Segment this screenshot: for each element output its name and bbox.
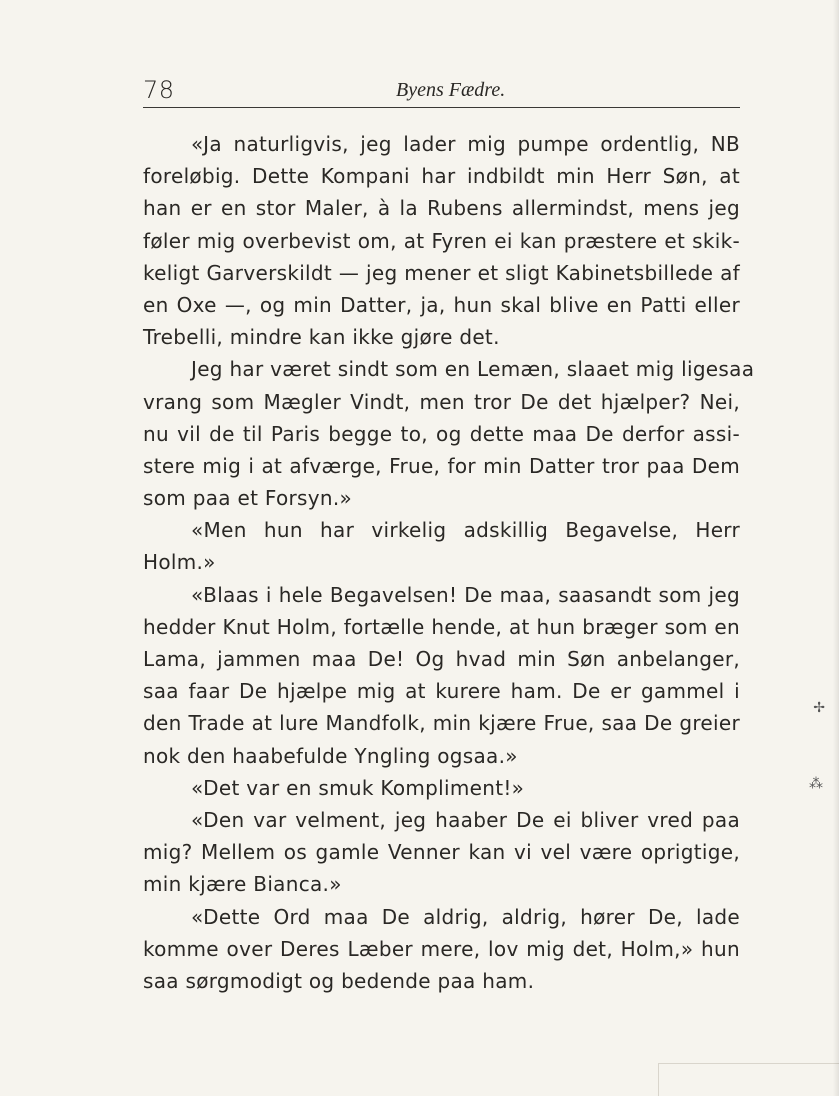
text-line: stere mig i at afværge, Frue, for min Datter tror paa Dem: [143, 453, 740, 478]
text-line: «Den var velment, jeg haaber De ei bliver vred paa: [191, 807, 740, 832]
margin-mark: ✢: [813, 700, 825, 716]
text-line: «Blaas i hele Begavelsen! De maa, saasandt som jeg: [191, 582, 740, 607]
text-line: den Trade at lure Mandfolk, min kjære Frue, saa De greier: [143, 711, 740, 736]
page-number: 78: [143, 76, 175, 104]
text-line: en Oxe —, og min Datter, ja, hun skal blive en Patti eller: [143, 292, 740, 317]
margin-mark: ⁂: [809, 776, 823, 792]
text-line: nu vil de til Paris begge to, og dette maa De derfor assi-: [143, 421, 740, 446]
text-line: keligt Garverskildt — jeg mener et sligt Kabinetsbillede af: [143, 260, 740, 285]
text-line: hedder Knut Holm, fortælle hende, at hun bræger som en: [143, 614, 740, 639]
page-header: [143, 76, 740, 108]
text-line: han er en stor Maler, à la Rubens allermindst, mens jeg: [143, 196, 740, 221]
page-edge-shadow: [833, 0, 839, 1096]
text-line: Holm.»: [143, 550, 216, 575]
running-title: Byens Fædre.: [396, 79, 506, 101]
text-line: foreløbig. Dette Kompani har indbildt min Herr Søn, at: [143, 164, 740, 189]
text-line: Lama, jammen maa De! Og hvad min Søn anbelanger,: [143, 647, 740, 671]
text-line: saa sørgmodigt og bedende paa ham.: [143, 968, 535, 993]
text-line: føler mig overbevist om, at Fyren ei kan præstere et skik-: [143, 228, 740, 253]
text-line: «Dette Ord maa De aldrig, aldrig, hører De, lade: [191, 904, 740, 929]
text-line: «Ja naturligvis, jeg lader mig pumpe ordentlig, NB: [191, 132, 740, 156]
text-line: «Men hun har virkelig adskillig Begavelse, Herr: [191, 518, 740, 543]
text-line: mig? Mellem os gamle Venner kan vi vel være oprigtige,: [143, 840, 740, 865]
text-line: min kjære Bianca.»: [143, 872, 342, 897]
text-line: komme over Deres Læber mere, lov mig det, Holm,» hun: [143, 936, 740, 961]
header-rule: [143, 107, 740, 108]
text-line: vrang som Mægler Vindt, men tror De det hjælper? Nei,: [143, 389, 740, 414]
text-line: saa faar De hjælpe mig at kurere ham. De er gammel i: [143, 679, 740, 704]
text-line: Trebelli, mindre kan ikke gjøre det.: [143, 325, 500, 350]
text-line: nok den haabefulde Yngling ogsaa.»: [143, 743, 518, 768]
text-line: Jeg har været sindt som en Lemæn, slaaet mig ligesaa: [191, 357, 755, 382]
text-line: «Det var en smuk Kompliment!»: [191, 775, 525, 800]
page-corner: [658, 1063, 839, 1096]
body-text: [143, 128, 755, 997]
text-line: som paa et Forsyn.»: [143, 486, 353, 511]
